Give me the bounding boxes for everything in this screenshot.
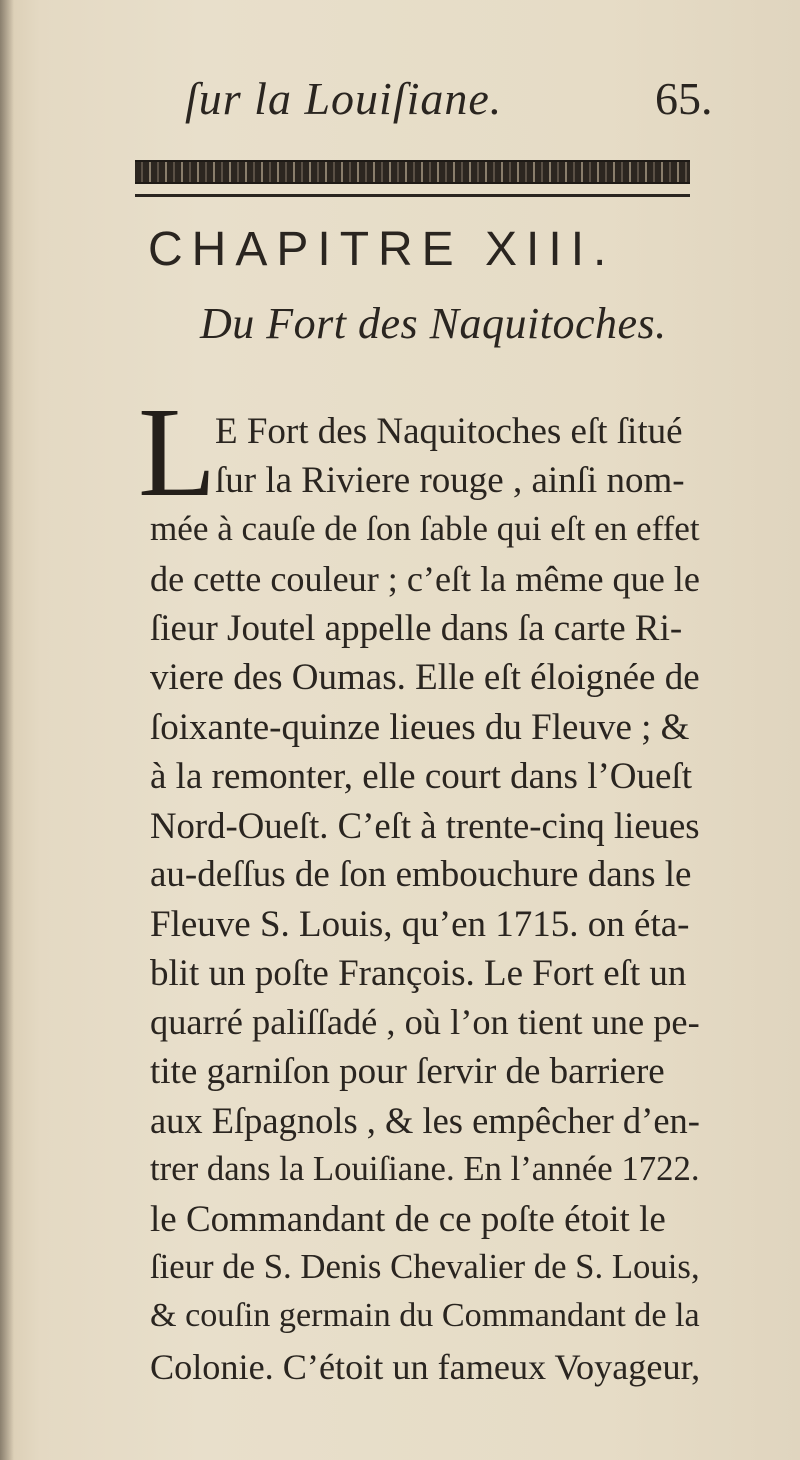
text-line-12: blit un poſte François. Le Fort eſt un [150,953,687,994]
text-line-5: ſieur Joutel appelle dans ſa carte Ri- [150,608,683,649]
chapter-subtitle: Du Fort des Naquitoches. [200,299,667,348]
decorative-ornament-band [135,160,690,184]
text-line-6: viere des Oumas. Elle eſt éloignée de [150,657,700,698]
text-line-4: de cette couleur ; c’eſt la même que le [150,559,700,599]
page-number: 65. [655,73,713,124]
text-line-14: tite garniſon pour ſervir de barriere [150,1051,665,1092]
text-line-11: Fleuve S. Louis, qu’en 1715. on éta- [150,904,690,945]
running-head [0,72,800,132]
text-line-16: trer dans la Louiſiane. En l’année 1722. [150,1149,700,1188]
text-line-17: le Commandant de ce poſte étoit le [150,1199,666,1240]
text-line-8: à la remonter, elle court dans l’Oueſt [150,756,692,797]
text-line-13: quarré paliſſadé , où l’on tient une pe- [150,1002,700,1042]
chapter-heading: CHAPITRE XIII. [148,223,616,276]
drop-cap: L [138,381,217,523]
text-line-19: & couſin germain du Commandant de la [150,1297,700,1334]
text-line-10: au-deſſus de ſon embouchure dans le [150,854,692,895]
text-line-15: aux Eſpagnols , & les empêcher d’en- [150,1101,700,1141]
page-binding-edge [0,0,14,1460]
text-line-9: Nord-Oueſt. C’eſt à trente-cinq lieues [150,805,700,846]
text-line-1: E Fort des Naquitoches eſt ſitué [215,411,683,452]
text-line-7: ſoixante-quinze lieues du Fleuve ; & [150,707,690,748]
text-line-3: mée à cauſe de ſon ſable qui eſt en effet [150,509,700,548]
text-line-18: ſieur de S. Denis Chevalier de S. Louis, [150,1247,700,1286]
text-line-20: Colonie. C’étoit un fameux Voyageur, [150,1347,701,1387]
running-head-title: ſur la Louiſiane. [185,73,503,124]
text-line-2: ſur la Riviere rouge , ainſi nom- [215,460,685,501]
horizontal-rule [135,194,690,197]
